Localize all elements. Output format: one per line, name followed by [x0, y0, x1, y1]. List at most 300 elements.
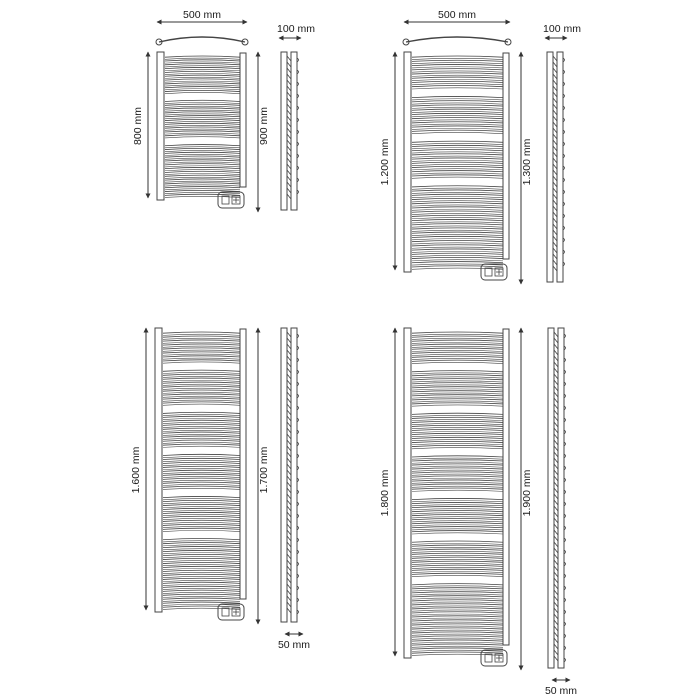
- radiator-bar-edge: [412, 490, 503, 491]
- radiator-bar-edge: [412, 362, 503, 363]
- side-profile-bar: [287, 500, 291, 505]
- side-profile-bar: [553, 122, 557, 127]
- radiator-bar: [412, 445, 503, 446]
- radiator-bar: [165, 164, 240, 165]
- side-profile-bar: [287, 518, 291, 523]
- radiator-bar: [412, 472, 503, 473]
- radiator-bar: [412, 360, 503, 361]
- radiator-bar: [412, 175, 503, 176]
- radiator-bar: [412, 241, 503, 242]
- side-profile-bar: [554, 524, 558, 529]
- radiator-bar: [163, 602, 240, 603]
- radiator-bar-edge: [412, 563, 503, 564]
- radiator-bar-edge: [412, 218, 503, 219]
- radiator-bar: [412, 228, 503, 229]
- radiator-bar-edge: [165, 81, 240, 82]
- radiator-bar: [163, 474, 240, 475]
- radiator-bar-edge: [412, 626, 503, 627]
- side-profile-bar: [553, 194, 557, 199]
- side-profile-bar: [287, 152, 291, 157]
- side-profile-bar: [287, 194, 291, 199]
- radiator-bar: [412, 624, 503, 625]
- radiator-bar-edge: [165, 110, 240, 111]
- side-profile-bar: [553, 56, 557, 61]
- side-profile-bar: [554, 602, 558, 607]
- radiator-bar: [165, 108, 240, 109]
- radiator-bar: [163, 486, 240, 487]
- radiator-bar: [163, 336, 240, 337]
- radiator-right-rail: [240, 53, 246, 187]
- radiator-bar-edge: [412, 251, 503, 252]
- radiator-bar-edge: [163, 380, 240, 381]
- radiator-right-rail: [503, 329, 509, 645]
- radiator-bar: [412, 640, 503, 641]
- radiator-bar: [412, 557, 503, 558]
- radiator-bar-edge: [412, 132, 503, 133]
- radiator-bar: [165, 175, 240, 176]
- radiator-bar-edge: [412, 222, 503, 223]
- radiator-bar-edge: [165, 181, 240, 182]
- side-profile-bar: [554, 410, 558, 415]
- radiator-bar-edge: [412, 470, 503, 471]
- radiator-bar-edge: [163, 484, 240, 485]
- radiator-r1800: [379, 328, 577, 697]
- side-profile-bar: [553, 98, 557, 103]
- radiator-bar-edge: [163, 588, 240, 589]
- radiator-bar: [412, 141, 503, 142]
- radiator-bar: [165, 131, 240, 132]
- radiator-bar-edge: [163, 514, 240, 515]
- radiator-bar-edge: [412, 575, 503, 576]
- height-label: 1.200 mm: [379, 138, 391, 186]
- radiator-bar-edge: [163, 600, 240, 601]
- radiator-bar-edge: [165, 89, 240, 90]
- side-profile-bar: [554, 596, 558, 601]
- side-profile-bar: [554, 644, 558, 649]
- radiator-bar: [412, 592, 503, 593]
- radiator-bar: [163, 504, 240, 505]
- side-profile-bar: [287, 440, 291, 445]
- radiator-bar: [412, 253, 503, 254]
- radiator-bar-edge: [165, 162, 240, 163]
- radiator-bar-edge: [165, 150, 240, 151]
- radiator-bar-edge: [165, 92, 240, 93]
- side-profile-rail: [547, 52, 553, 282]
- side-profile-bar: [554, 380, 558, 385]
- radiator-bar: [412, 604, 503, 605]
- radiator-bar-edge: [412, 99, 503, 100]
- side-profile-bar: [554, 488, 558, 493]
- radiator-bar-edge: [412, 177, 503, 178]
- side-profile-bar: [553, 176, 557, 181]
- radiator-bar: [412, 387, 503, 388]
- radiator-bar: [165, 119, 240, 120]
- radiator-bar-edge: [412, 381, 503, 382]
- radiator-bar-edge: [165, 121, 240, 122]
- radiator-bar: [412, 81, 503, 82]
- radiator-bar-edge: [412, 513, 503, 514]
- radiator-bar: [165, 167, 240, 168]
- radiator-bar: [165, 75, 240, 76]
- side-profile-bar: [553, 170, 557, 175]
- side-profile-bar: [287, 140, 291, 145]
- radiator-bar: [412, 620, 503, 621]
- radiator-bar: [412, 224, 503, 225]
- side-profile-bar: [553, 200, 557, 205]
- depth-label: 100 mm: [543, 23, 581, 35]
- radiator-bar: [412, 510, 503, 511]
- radiator-bar-edge: [412, 444, 503, 445]
- radiator-bar-edge: [412, 205, 503, 206]
- radiator-bar-edge: [412, 350, 503, 351]
- radiator-bar: [163, 562, 240, 563]
- radiator-bar: [412, 569, 503, 570]
- radiator-bar-edge: [412, 638, 503, 639]
- radiator-bar: [412, 105, 503, 106]
- radiator-bar: [412, 573, 503, 574]
- radiator-bar-edge: [412, 239, 503, 240]
- radiator-bar-edge: [412, 462, 503, 463]
- side-profile-bar: [287, 512, 291, 517]
- radiator-bar-edge: [165, 70, 240, 71]
- radiator-bar: [163, 554, 240, 555]
- side-profile-bar: [287, 104, 291, 109]
- side-profile-bar: [287, 86, 291, 91]
- radiator-bar-edge: [165, 192, 240, 193]
- radiator-bar-edge: [412, 71, 503, 72]
- radiator-bar-edge: [412, 334, 503, 335]
- radiator-bar: [412, 502, 503, 503]
- radiator-bar-edge: [163, 354, 240, 355]
- side-profile-bar: [554, 332, 558, 337]
- radiator-bar-edge: [163, 526, 240, 527]
- radiator-bar-edge: [163, 503, 240, 504]
- side-profile-bar: [287, 404, 291, 409]
- side-profile-bar: [287, 164, 291, 169]
- radiator-bar: [163, 478, 240, 479]
- radiator-bar-edge: [163, 522, 240, 523]
- radiator-bar: [412, 628, 503, 629]
- radiator-bar: [412, 236, 503, 237]
- side-profile-bar: [554, 650, 558, 655]
- radiator-bar-edge: [163, 468, 240, 469]
- radiator-bar-edge: [163, 572, 240, 573]
- side-profile-bar: [554, 344, 558, 349]
- side-profile-bar: [553, 146, 557, 151]
- radiator-bar: [412, 348, 503, 349]
- radiator-bar: [412, 425, 503, 426]
- side-profile-bar: [287, 56, 291, 61]
- side-profile-bar: [554, 590, 558, 595]
- radiator-bar: [163, 440, 240, 441]
- radiator-bar: [165, 183, 240, 184]
- radiator-bar: [412, 515, 503, 516]
- radiator-bar-edge: [165, 158, 240, 159]
- radiator-bar: [412, 421, 503, 422]
- radiator-bar: [412, 85, 503, 86]
- total-height-label: 900 mm: [258, 107, 270, 145]
- radiator-bar: [165, 60, 240, 61]
- side-profile-bar: [287, 122, 291, 127]
- radiator-r1200: [379, 9, 581, 284]
- radiator-bar-edge: [412, 598, 503, 599]
- radiator-bar: [412, 553, 503, 554]
- radiator-bar: [163, 496, 240, 497]
- radiator-bar-edge: [165, 102, 240, 103]
- radiator-bar: [412, 60, 503, 61]
- radiator-bar: [412, 596, 503, 597]
- radiator-bar-edge: [412, 401, 503, 402]
- side-profile-bar: [287, 506, 291, 511]
- radiator-bar: [163, 500, 240, 501]
- radiator-bar-edge: [412, 389, 503, 390]
- radiator-bar: [412, 198, 503, 199]
- side-profile-bar: [553, 128, 557, 133]
- radiator-bar-edge: [412, 192, 503, 193]
- radiator-bar-edge: [412, 509, 503, 510]
- radiator-bar: [412, 379, 503, 380]
- radiator-bar-edge: [163, 384, 240, 385]
- radiator-bar-edge: [163, 584, 240, 585]
- radiator-bar: [412, 600, 503, 601]
- radiator-bar-edge: [412, 567, 503, 568]
- radiator-bar-edge: [412, 547, 503, 548]
- side-profile-bar: [553, 104, 557, 109]
- side-profile-bar: [553, 230, 557, 235]
- radiator-bar: [165, 148, 240, 149]
- radiator-bar: [163, 356, 240, 357]
- side-profile-bar: [554, 584, 558, 589]
- radiator-bar: [412, 476, 503, 477]
- side-profile-bar: [287, 572, 291, 577]
- side-profile-bar: [553, 74, 557, 79]
- side-profile-bar: [287, 188, 291, 193]
- radiator-bar-edge: [412, 610, 503, 611]
- radiator-bar-edge: [412, 618, 503, 619]
- radiator-bar-edge: [412, 58, 503, 59]
- side-profile-bar: [287, 176, 291, 181]
- radiator-bar-edge: [412, 448, 503, 449]
- radiator-bar-edge: [412, 602, 503, 603]
- radiator-bar-edge: [163, 568, 240, 569]
- side-profile-bar: [554, 560, 558, 565]
- radiator-bar-edge: [163, 376, 240, 377]
- radiator-bar-edge: [163, 549, 240, 550]
- radiator-bar-edge: [163, 596, 240, 597]
- radiator-bar-edge: [412, 111, 503, 112]
- side-profile-bar: [554, 614, 558, 619]
- radiator-bar-edge: [163, 438, 240, 439]
- radiator-bar: [412, 644, 503, 645]
- radiator-bar-edge: [412, 431, 503, 432]
- radiator-bar: [412, 468, 503, 469]
- radiator-bar: [412, 64, 503, 65]
- radiator-bar-edge: [163, 545, 240, 546]
- radiator-bar-edge: [412, 156, 503, 157]
- radiator-bar: [412, 391, 503, 392]
- radiator-bar-edge: [412, 630, 503, 631]
- radiator-bar: [412, 616, 503, 617]
- radiator-bar: [163, 462, 240, 463]
- width-label: 500 mm: [183, 9, 221, 21]
- side-profile-bar: [554, 500, 558, 505]
- radiator-bar: [163, 606, 240, 607]
- side-profile-bar: [287, 98, 291, 103]
- radiator-bar: [165, 160, 240, 161]
- side-profile-bar: [553, 188, 557, 193]
- radiator-bar-edge: [412, 260, 503, 261]
- radiator-bar: [412, 549, 503, 550]
- side-profile-bar: [554, 350, 558, 355]
- radiator-bar: [412, 162, 503, 163]
- radiator-bar: [165, 116, 240, 117]
- radiator-bar-edge: [412, 622, 503, 623]
- side-profile-bar: [554, 506, 558, 511]
- side-profile-bar: [287, 332, 291, 337]
- radiator-bar: [412, 375, 503, 376]
- side-profile-bar: [287, 566, 291, 571]
- radiator-bar-edge: [412, 559, 503, 560]
- side-profile-bar: [554, 530, 558, 535]
- side-profile-bar: [553, 110, 557, 115]
- radiator-bar-edge: [412, 116, 503, 117]
- depth-label: 100 mm: [277, 23, 315, 35]
- side-profile-bar: [287, 494, 291, 499]
- side-profile-bar: [553, 266, 557, 271]
- radiator-bar: [412, 652, 503, 653]
- radiator-bar-edge: [163, 553, 240, 554]
- radiator-bar-edge: [412, 173, 503, 174]
- side-profile-bar: [553, 62, 557, 67]
- radiator-bar-edge: [412, 124, 503, 125]
- radiator-bar: [412, 109, 503, 110]
- radiator-bar-edge: [165, 166, 240, 167]
- radiator-bar-edge: [163, 392, 240, 393]
- side-profile-bar: [287, 524, 291, 529]
- radiator-bar-edge: [412, 486, 503, 487]
- radiator-bar: [163, 594, 240, 595]
- radiator-bar-edge: [412, 533, 503, 534]
- side-profile-bar: [287, 548, 291, 553]
- radiator-bar: [412, 565, 503, 566]
- radiator-bar-edge: [412, 67, 503, 68]
- radiator-bar-edge: [163, 430, 240, 431]
- radiator-bar-edge: [412, 543, 503, 544]
- radiator-bar-edge: [412, 415, 503, 416]
- radiator-bar: [412, 101, 503, 102]
- radiator-r1600: [130, 328, 310, 651]
- radiator-bar-edge: [412, 501, 503, 502]
- radiator-bar-edge: [412, 346, 503, 347]
- radiator-bar: [163, 428, 240, 429]
- thermostat-display: [222, 608, 229, 616]
- radiator-bar: [412, 403, 503, 404]
- radiator-bar: [412, 150, 503, 151]
- radiator-bar: [165, 152, 240, 153]
- side-profile-bar: [554, 374, 558, 379]
- radiator-bar-edge: [412, 427, 503, 428]
- radiator-bar: [412, 245, 503, 246]
- radiator-bar: [165, 71, 240, 72]
- side-profile-bar: [287, 62, 291, 67]
- radiator-bar: [163, 574, 240, 575]
- side-profile-bar: [287, 68, 291, 73]
- radiator-bar-edge: [163, 426, 240, 427]
- radiator-bar-edge: [412, 505, 503, 506]
- radiator-bar: [163, 340, 240, 341]
- side-profile-bar: [553, 140, 557, 145]
- radiator-bar: [165, 187, 240, 188]
- side-profile-bar: [287, 80, 291, 85]
- radiator-bar-edge: [163, 580, 240, 581]
- side-profile-bar: [553, 242, 557, 247]
- side-profile-bar: [287, 182, 291, 187]
- radiator-bar-edge: [163, 372, 240, 373]
- radiator-bar-edge: [412, 79, 503, 80]
- side-profile-bar: [554, 440, 558, 445]
- side-profile-bar: [287, 134, 291, 139]
- total-height-label: 1.300 mm: [521, 138, 533, 186]
- thermostat-display: [485, 268, 492, 276]
- radiator-bar: [165, 64, 240, 65]
- side-profile-bar: [287, 146, 291, 151]
- side-profile-bar: [287, 608, 291, 613]
- radiator-bar: [163, 344, 240, 345]
- radiator-bar-edge: [163, 422, 240, 423]
- radiator-bar: [163, 348, 240, 349]
- radiator-bar: [412, 118, 503, 119]
- radiator-bar: [163, 546, 240, 547]
- side-profile-rail-front: [558, 328, 564, 668]
- radiator-bar: [163, 398, 240, 399]
- radiator-bar-edge: [412, 405, 503, 406]
- side-profile-bar: [287, 338, 291, 343]
- radiator-bar: [412, 257, 503, 258]
- total-height-label: 1.700 mm: [258, 446, 270, 494]
- radiator-bar-edge: [412, 571, 503, 572]
- side-profile-bar: [287, 452, 291, 457]
- radiator-bar: [412, 506, 503, 507]
- side-profile-bar: [287, 446, 291, 451]
- radiator-bar: [163, 542, 240, 543]
- side-profile-bar: [553, 182, 557, 187]
- radiator-bar-edge: [165, 137, 240, 138]
- side-profile-bar: [287, 536, 291, 541]
- radiator-bar: [165, 79, 240, 80]
- radiator-bar: [163, 482, 240, 483]
- radiator-bar: [163, 394, 240, 395]
- radiator-bar: [412, 437, 503, 438]
- side-profile-bar: [287, 602, 291, 607]
- radiator-bar: [163, 420, 240, 421]
- radiator-bar: [163, 370, 240, 371]
- radiator-bar: [163, 598, 240, 599]
- radiator-bar-edge: [412, 466, 503, 467]
- side-profile-bar: [287, 470, 291, 475]
- side-profile-bar: [287, 530, 291, 535]
- radiator-bar: [163, 458, 240, 459]
- radiator-bar: [412, 460, 503, 461]
- radiator-bar: [165, 179, 240, 180]
- side-profile-rail-front: [291, 328, 297, 622]
- radiator-bar-edge: [412, 642, 503, 643]
- radiator-bar-edge: [412, 555, 503, 556]
- bottom-label: 50 mm: [277, 639, 311, 651]
- radiator-bar: [165, 123, 240, 124]
- radiator-bar: [412, 344, 503, 345]
- radiator-bar-edge: [163, 476, 240, 477]
- side-profile-bar: [287, 428, 291, 433]
